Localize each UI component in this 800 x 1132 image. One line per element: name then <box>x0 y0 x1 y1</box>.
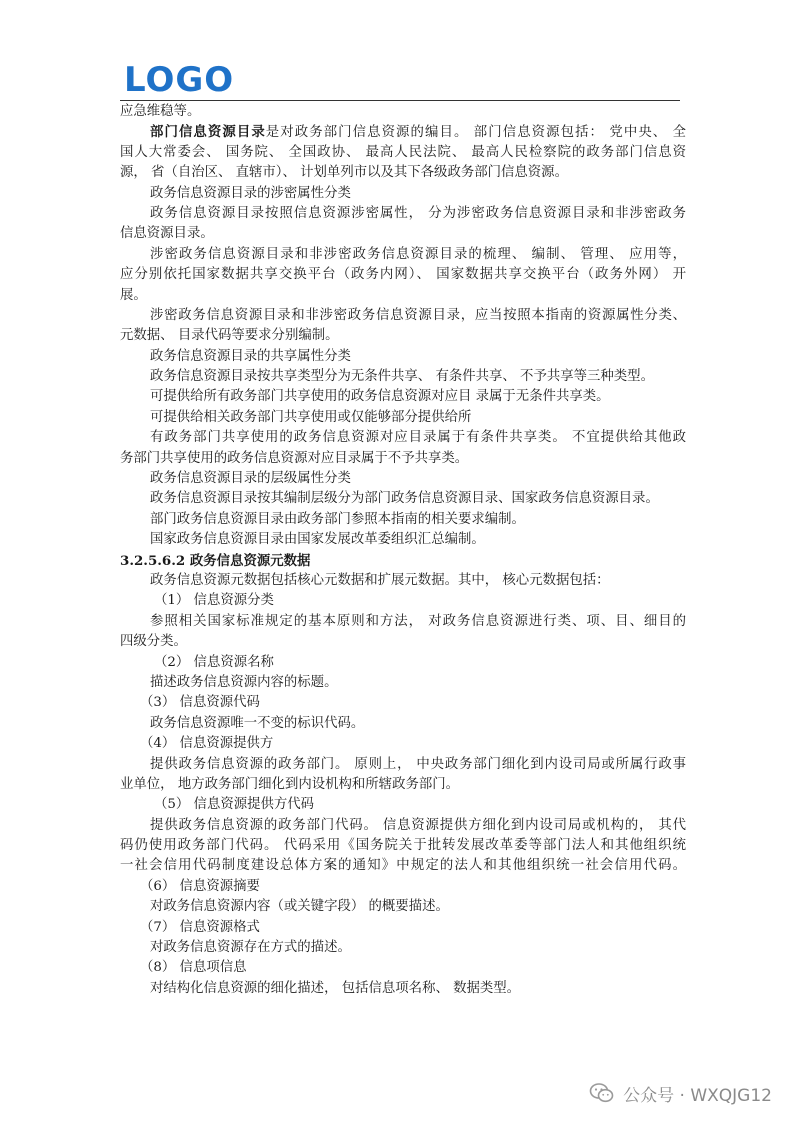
text-line <box>120 918 686 938</box>
line-text: 涉密政务信息资源目录和非涉密政务信息资源目录，应当按照本指南的资源属性分类、 <box>150 307 686 323</box>
line-text: （2） 信息资源名称 <box>154 654 274 670</box>
line-text: 政务信息资源目录的共享属性分类 <box>150 348 351 364</box>
line-text: 对政务信息资源存在方式的描述。 <box>150 940 351 956</box>
text-line <box>120 122 686 142</box>
text-line <box>120 714 686 734</box>
text-line <box>120 204 686 224</box>
line-text: 是对政务部门信息资源的编目。 部门信息资源包括： 党中央、 全 <box>265 125 686 141</box>
text-line <box>120 816 686 836</box>
line-text: 涉密政务信息资源目录和非涉密政务信息资源目录的梳理、 编制、 管理、 应用等， <box>150 246 686 262</box>
document-body <box>120 102 686 999</box>
line-text: 应分别依托国家数据共享交换平台（政务内网）、 国家数据共享交换平台（政务外网） 开 <box>120 267 686 283</box>
text-line <box>120 612 686 632</box>
text-line <box>120 877 686 897</box>
line-text: 源， 省（自治区、 直辖市）、 计划单列市以及其下各级政务部门信息资源。 <box>120 165 568 181</box>
line-text: 国家政务信息资源目录由国家发展改革委组织汇总编制。 <box>150 532 485 548</box>
line-text: （7） 信息资源格式 <box>140 919 260 935</box>
line-text: （3） 信息资源代码 <box>140 695 260 711</box>
line-text: 元数据、 目录代码等要求分别编制。 <box>120 328 339 344</box>
line-text: 提供政务信息资源的政务部门代码。 信息资源提供方细化到内设司局或机构的， 其代 <box>150 817 686 833</box>
text-line <box>120 245 686 265</box>
line-text: 政务信息资源元数据包括核心元数据和扩展元数据。其中， 核心元数据包括： <box>150 572 610 588</box>
line-text: 对政务信息资源内容（或关键字段） 的概要描述。 <box>150 899 449 915</box>
line-text: 政务信息资源目录按共享类型分为无条件共享、 有条件共享、 不予共享等三种类型。 <box>150 369 654 385</box>
text-line <box>120 551 686 571</box>
logo: LOGO <box>124 60 235 100</box>
text-line <box>120 734 686 754</box>
text-line <box>120 469 686 489</box>
text-line <box>120 795 686 815</box>
text-line <box>120 326 686 346</box>
text-line <box>120 632 686 652</box>
text-line <box>120 979 686 999</box>
text-line <box>120 693 686 713</box>
text-line <box>120 102 686 122</box>
header-rule <box>120 100 680 101</box>
line-text: 政务信息资源目录按其编制层级分为部门政务信息资源目录、国家政务信息资源目录。 <box>150 491 659 507</box>
line-text: （5） 信息资源提供方代码 <box>154 797 315 813</box>
text-line <box>120 653 686 673</box>
text-line <box>120 856 686 876</box>
line-text: 政务信息资源目录按照信息资源涉密属性， 分为涉密政务信息资源目录和非涉密政务 <box>150 205 686 221</box>
line-text: 描述政务信息资源内容的标题。 <box>150 674 338 690</box>
line-text: 可提供给相关政务部门共享使用或仅能够部分提供给所 <box>150 409 472 425</box>
line-text: 应急维稳等。 <box>120 104 201 119</box>
text-line <box>120 530 686 550</box>
text-line <box>120 673 686 693</box>
text-line <box>120 143 686 163</box>
text-line <box>120 510 686 530</box>
text-line <box>120 897 686 917</box>
text-line <box>120 306 686 326</box>
text-line <box>120 449 686 469</box>
text-line <box>120 775 686 795</box>
text-line <box>120 408 686 428</box>
text-line <box>120 347 686 367</box>
line-text: （8） 信息项信息 <box>140 960 247 976</box>
bold-term: 部门信息资源目录 <box>150 124 266 141</box>
watermark-text: 公众号 · WXQJG12 <box>623 1085 772 1106</box>
line-text: 政务信息资源唯一不变的标识代码。 <box>150 715 365 731</box>
line-text: （4） 信息资源提供方 <box>140 736 274 752</box>
line-text: 国人大常委会、 国务院、 全国政协、 最高人民法院、 最高人民检察院的政务部门信息资 <box>120 144 686 160</box>
line-text: 3.2.5.6.2 政务信息资源元数据 <box>120 552 311 569</box>
text-line <box>120 387 686 407</box>
line-text: 对结构化信息资源的细化描述， 包括信息项名称、 数据类型。 <box>150 980 521 996</box>
line-text: （1） 信息资源分类 <box>154 593 274 609</box>
text-line <box>120 224 686 244</box>
line-text: （6） 信息资源摘要 <box>140 878 260 894</box>
text-line <box>120 163 686 183</box>
line-text: 信息资源目录。 <box>120 226 214 242</box>
line-text: 部门政务信息资源目录由政务部门参照本指南的相关要求编制。 <box>150 511 525 527</box>
text-line <box>120 184 686 204</box>
text-line <box>120 836 686 856</box>
text-line <box>120 591 686 611</box>
wechat-icon <box>589 1080 615 1106</box>
text-line <box>120 938 686 958</box>
line-text: 政务信息资源目录的层级属性分类 <box>150 471 351 487</box>
line-text: 码仍使用政务部门代码。 代码采用《国务院关于批转发展改革委等部门法人和其他组织统 <box>120 838 686 854</box>
text-line <box>120 286 686 306</box>
line-text: 提供政务信息资源的政务部门。 原则上， 中央政务部门细化到内设司局或所属行政事 <box>150 756 686 772</box>
line-text: 展。 <box>120 287 147 303</box>
line-text: 一社会信用代码制度建设总体方案的通知》中规定的法人和其他组织统一社会信用代码。 <box>120 858 686 874</box>
line-text: 务部门共享使用的政务信息资源对应目录属于不予共享类。 <box>120 450 469 466</box>
line-text: 四级分类。 <box>120 634 187 650</box>
line-text: 参照相关国家标准规定的基本原则和方法， 对政务信息资源进行类、项、目、细目的 <box>150 613 686 629</box>
line-text: 有政务部门共享使用的政务信息资源对应目录属于有条件共享类。 不宜提供给其他政 <box>150 430 686 446</box>
text-line <box>120 755 686 775</box>
text-line <box>120 571 686 591</box>
text-line <box>120 428 686 448</box>
line-text: 可提供给所有政务部门共享使用的政务信息资源对应目 录属于无条件共享类。 <box>150 389 610 405</box>
text-line <box>120 489 686 509</box>
watermark <box>589 1080 772 1106</box>
line-text: 业单位， 地方政务部门细化到内设机构和所辖政务部门。 <box>120 776 460 792</box>
text-line <box>120 367 686 387</box>
line-text: 政务信息资源目录的涉密属性分类 <box>150 185 351 201</box>
text-line <box>120 265 686 285</box>
text-line <box>120 958 686 978</box>
